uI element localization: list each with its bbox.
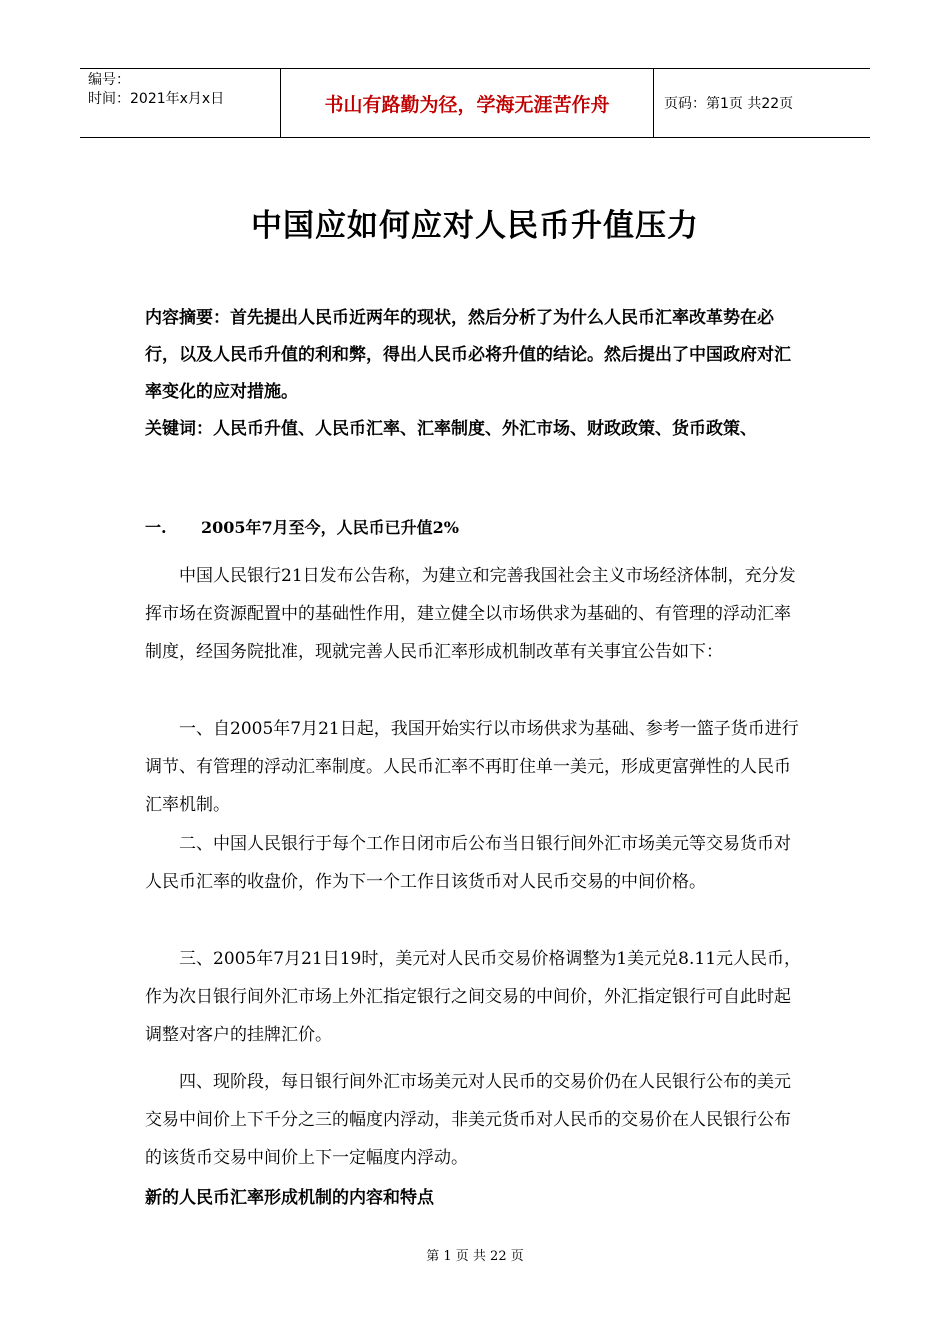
- document-title: 中国应如何应对人民币升值压力: [251, 208, 699, 244]
- section-heading: [145, 515, 459, 538]
- date-label: 时间：2021年x月x日: [88, 91, 225, 107]
- header-motto: 书山有路勤为径，学海无涯苦作舟: [281, 69, 654, 137]
- paragraph-text: 四、现阶段，每日银行间外汇市场美元对人民币的交易价仍在人民银行公布的美元交易中间价上下千分之三的幅度内浮动，非美元货币对人民币的交易价在人民银行公布的该货币交易中间价上下一定幅度内浮动。: [145, 1072, 791, 1168]
- section-heading-text: 2005年7月至今，人民币已升值2%: [201, 518, 460, 537]
- section-number: 一.: [145, 518, 167, 537]
- body-paragraph-2: [145, 710, 805, 824]
- paragraph-text: 二、中国人民银行于每个工作日闭市后公布当日银行间外汇市场美元等交易货币对人民币汇率的收盘价，作为下一个工作日该货币对人民币交易的中间价格。: [145, 834, 791, 892]
- number-label: 编号：: [88, 72, 130, 88]
- body-paragraph-5: [145, 1063, 805, 1177]
- page-footer: 第 1 页 共 22 页: [426, 1249, 524, 1264]
- body-paragraph-4: [145, 940, 805, 1054]
- paragraph-text: 一、自2005年7月21日起，我国开始实行以市场供求为基础、参考一篮子货币进行调节、有管理的浮动汇率制度。人民币汇率不再盯住单一美元，形成更富弹性的人民币汇率机制。: [145, 719, 799, 815]
- keywords-text: 关键词：人民币升值、人民币汇率、汇率制度、外汇市场、财政政策、货币政策、: [145, 419, 757, 439]
- header-page-info: 页码：第1页 共22页: [664, 96, 794, 112]
- header-meta: [80, 69, 281, 137]
- summary-block: [145, 300, 805, 448]
- document-header: [80, 68, 870, 138]
- body-paragraph-3: [145, 825, 805, 901]
- subheading: 新的人民币汇率形成机制的内容和特点: [145, 1188, 434, 1208]
- paragraph-text: 中国人民银行21日发布公告称，为建立和完善我国社会主义市场经济体制，充分发挥市场在资源配置中的基础性作用，建立健全以市场供求为基础的、有管理的浮动汇率制度，经国务院批准，现就完善人民币汇率形成机制改革有关事宜公告如下：: [145, 566, 796, 662]
- body-paragraph-1: [145, 557, 805, 671]
- abstract-text: 内容摘要：首先提出人民币近两年的现状，然后分析了为什么人民币汇率改革势在必行，以及人民币升值的利和弊，得出人民币必将升值的结论。然后提出了中国政府对汇率变化的应对措施。: [145, 308, 791, 402]
- paragraph-text: 三、2005年7月21日19时，美元对人民币交易价格调整为1美元兑8.11元人民币，作为次日银行间外汇市场上外汇指定银行之间交易的中间价，外汇指定银行可自此时起调整对客户的挂牌汇价。: [145, 949, 802, 1045]
